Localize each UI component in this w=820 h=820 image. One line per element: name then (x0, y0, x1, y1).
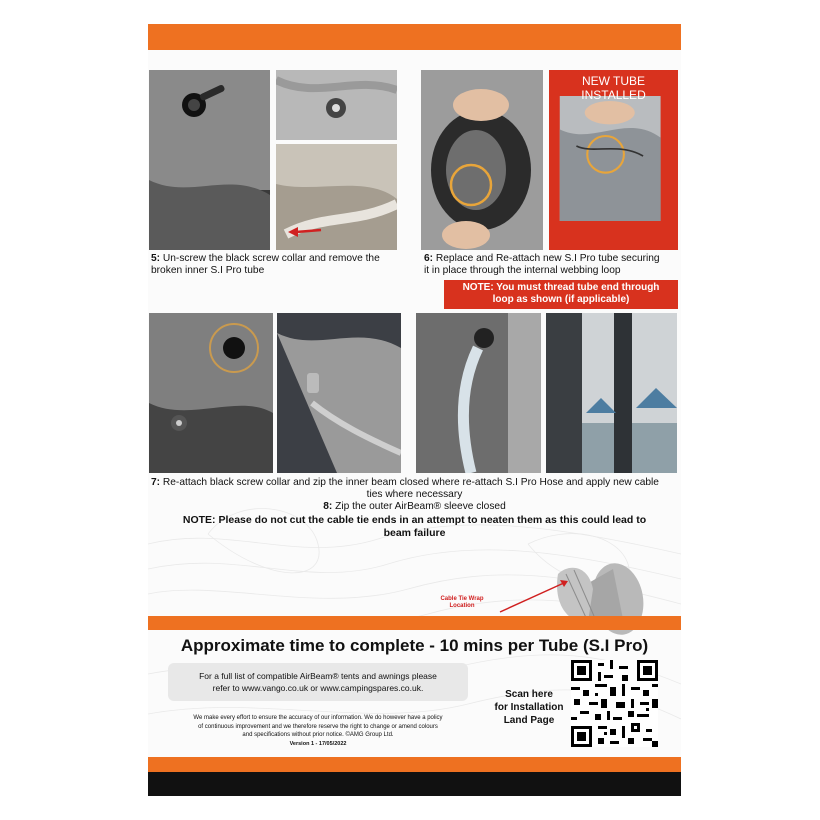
step7-photo-zip (277, 313, 401, 473)
thread-tube-note: NOTE: You must thread tube end through loop as shown (if applicable) (444, 280, 678, 309)
top-orange-band (148, 24, 681, 50)
step5-caption: 5: Un-screw the black screw collar and remove the broken inner S.I Pro tube (151, 253, 380, 276)
cable-tie-label: Cable Tie Wrap Location (440, 596, 484, 609)
bottom-orange-band (148, 757, 681, 772)
time-to-complete-title: Approximate time to complete - 10 mins per Tube (S.I Pro) (180, 636, 649, 655)
step7-caption: 7: Re-attach black screw collar and zip the inner beam closed where re-attach S.I Pro Hose and apply new cable (151, 477, 659, 488)
step5-photo-tube (276, 144, 397, 250)
version-label: Version 1 - 17/05/2022 (289, 741, 347, 747)
disclaimer: We make every effort to ensure the accuracy of our information. We do however have a policy of continuous improvement and we therefore reserve the right to change or amend colours and specifications without prior notice. ©AMG Group Ltd. (193, 715, 443, 738)
step5-photo-collar (149, 70, 270, 250)
step7-caption-cont: ties where necessary (366, 489, 463, 500)
step6-photo-new-tube (549, 70, 678, 250)
step7-photo-collar (149, 313, 273, 473)
new-tube-installed-label: NEW TUBE INSTALLED (581, 74, 646, 102)
middle-orange-band (148, 616, 681, 630)
step5-photo-valve (276, 70, 397, 140)
scan-here-label: Scan here for Installation Land Page (494, 689, 564, 726)
step8-caption: 8: Zip the outer AirBeam® sleeve closed (323, 501, 506, 512)
qr-code[interactable] (571, 660, 658, 747)
step6-photo-hands (421, 70, 543, 250)
cable-tie-note: NOTE: Please do not cut the cable tie ends in an attempt to neaten them as this could lead to beam failure (182, 514, 647, 539)
step8-photo-hose (416, 313, 541, 473)
instruction-sheet (148, 24, 681, 796)
step6-caption: 6: Replace and Re-attach new S.I Pro tube securing it in place through the internal webbing loop (424, 253, 660, 276)
step8-photo-tent (546, 313, 677, 473)
bottom-black-band (148, 772, 681, 796)
compatibility-box: For a full list of compatible AirBeam® tents and awnings please refer to www.vango.co.uk or www.campingspares.co.uk. (168, 663, 468, 701)
